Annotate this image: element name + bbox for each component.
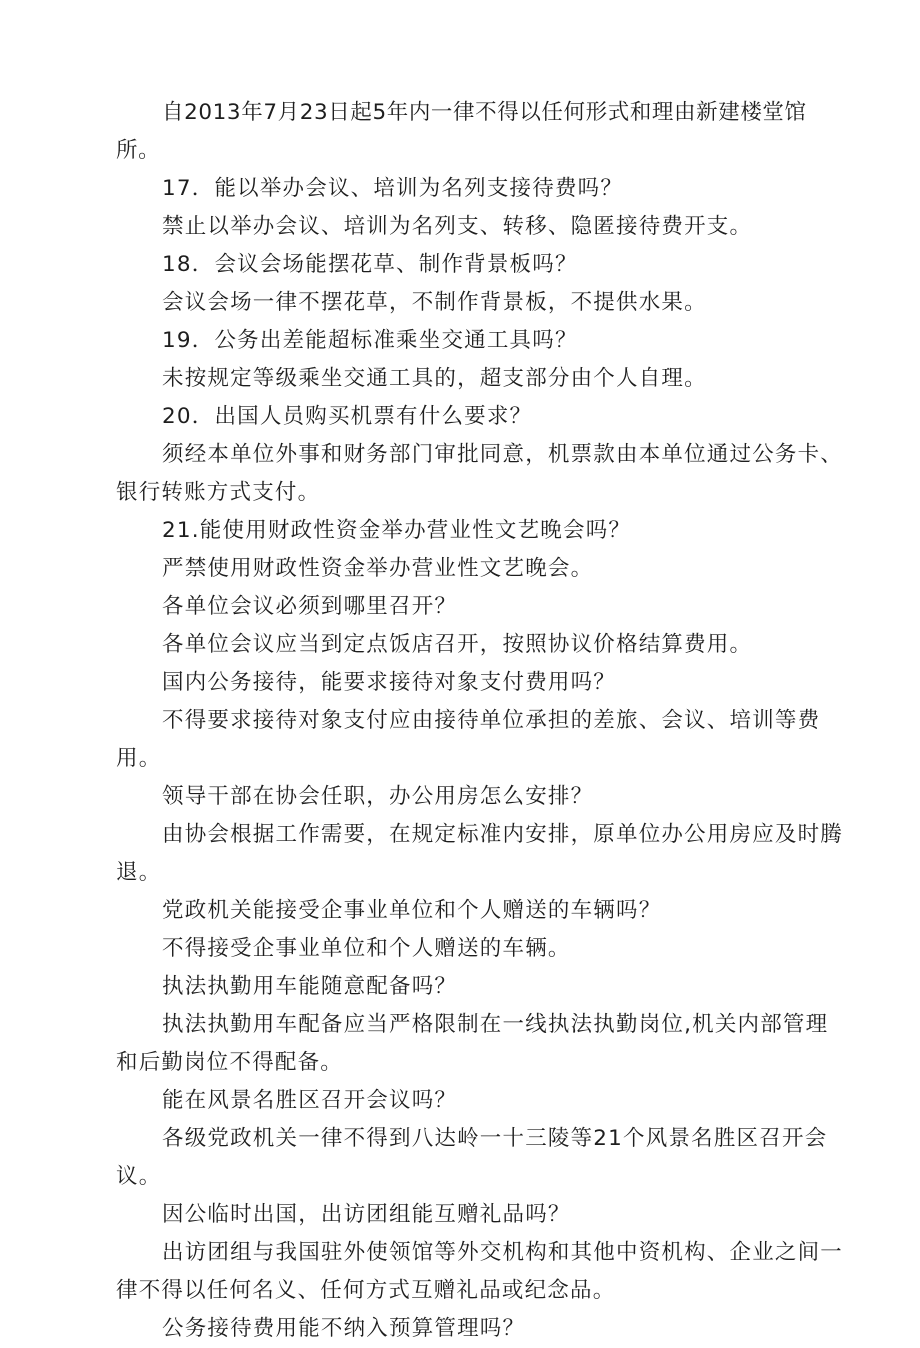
paragraph-question-scenic-areas: 能在风景名胜区召开会议吗？ (162, 1088, 458, 1113)
paragraph-question-budget: 公务接待费用能不纳入预算管理吗？ (162, 1316, 526, 1341)
paragraph-answer-donated-vehicles: 不得接受企事业单位和个人赠送的车辆。 (162, 936, 571, 961)
paragraph-answer-office-space: 由协会根据工作需要，在规定标准内安排，原单位办公用房应及时腾退。 (116, 822, 844, 885)
paragraph-question-19: 19．公务出差能超标准乘坐交通工具吗？ (162, 328, 578, 353)
paragraph-question-21: 21.能使用财政性资金举办营业性文艺晚会吗？ (162, 518, 632, 543)
paragraph-answer-meeting-venue: 各单位会议应当到定点饭店召开，按照协议价格结算费用。 (162, 632, 753, 657)
document-body (116, 94, 846, 1348)
paragraph-answer-21: 严禁使用财政性资金举办营业性文艺晚会。 (162, 556, 594, 581)
paragraph-question-17: 17．能以举办会议、培训为名列支接待费吗？ (162, 176, 624, 201)
paragraph-answer-20: 须经本单位外事和财务部门审批同意，机票款由本单位通过公务卡、银行转账方式支付。 (116, 442, 844, 505)
paragraph-answer-scenic-areas: 各级党政机关一律不得到八达岭一十三陵等21个风景名胜区召开会议。 (116, 1126, 828, 1189)
paragraph-question-enforcement-vehicles: 执法执勤用车能随意配备吗？ (162, 974, 458, 999)
paragraph-question-reception-fees: 国内公务接待，能要求接待对象支付费用吗？ (162, 670, 617, 695)
paragraph-answer-enforcement-vehicles: 执法执勤用车配备应当严格限制在一线执法执勤岗位,机关内部管理和后勤岗位不得配备。 (116, 1012, 829, 1075)
paragraph-answer-19: 未按规定等级乘坐交通工具的，超支部分由个人自理。 (162, 366, 707, 391)
paragraph-question-office-space: 领导干部在协会任职，办公用房怎么安排？ (162, 784, 594, 809)
paragraph-question-gifts-abroad: 因公临时出国，出访团组能互赠礼品吗？ (162, 1202, 571, 1227)
paragraph-answer-reception-fees: 不得要求接待对象支付应由接待单位承担的差旅、会议、培训等费用。 (116, 708, 821, 771)
paragraph-answer-18: 会议会场一律不摆花草，不制作背景板，不提供水果。 (162, 290, 707, 315)
paragraph-question-20: 20．出国人员购买机票有什么要求？ (162, 404, 533, 429)
paragraph-question-donated-vehicles: 党政机关能接受企事业单位和个人赠送的车辆吗？ (162, 898, 662, 923)
paragraph-question-meeting-venue: 各单位会议必须到哪里召开？ (162, 594, 458, 619)
paragraph-answer-gifts-abroad: 出访团组与我国驻外使领馆等外交机构和其他中资机构、企业之间一律不得以任何名义、任何方式互赠礼品或纪念品。 (116, 1240, 844, 1303)
paragraph-answer-16: 自2013年7月23日起5年内一律不得以任何形式和理由新建楼堂馆所。 (116, 100, 807, 163)
paragraph-answer-17: 禁止以举办会议、培训为名列支、转移、隐匿接待费开支。 (162, 214, 753, 239)
paragraph-question-18: 18．会议会场能摆花草、制作背景板吗？ (162, 252, 578, 277)
